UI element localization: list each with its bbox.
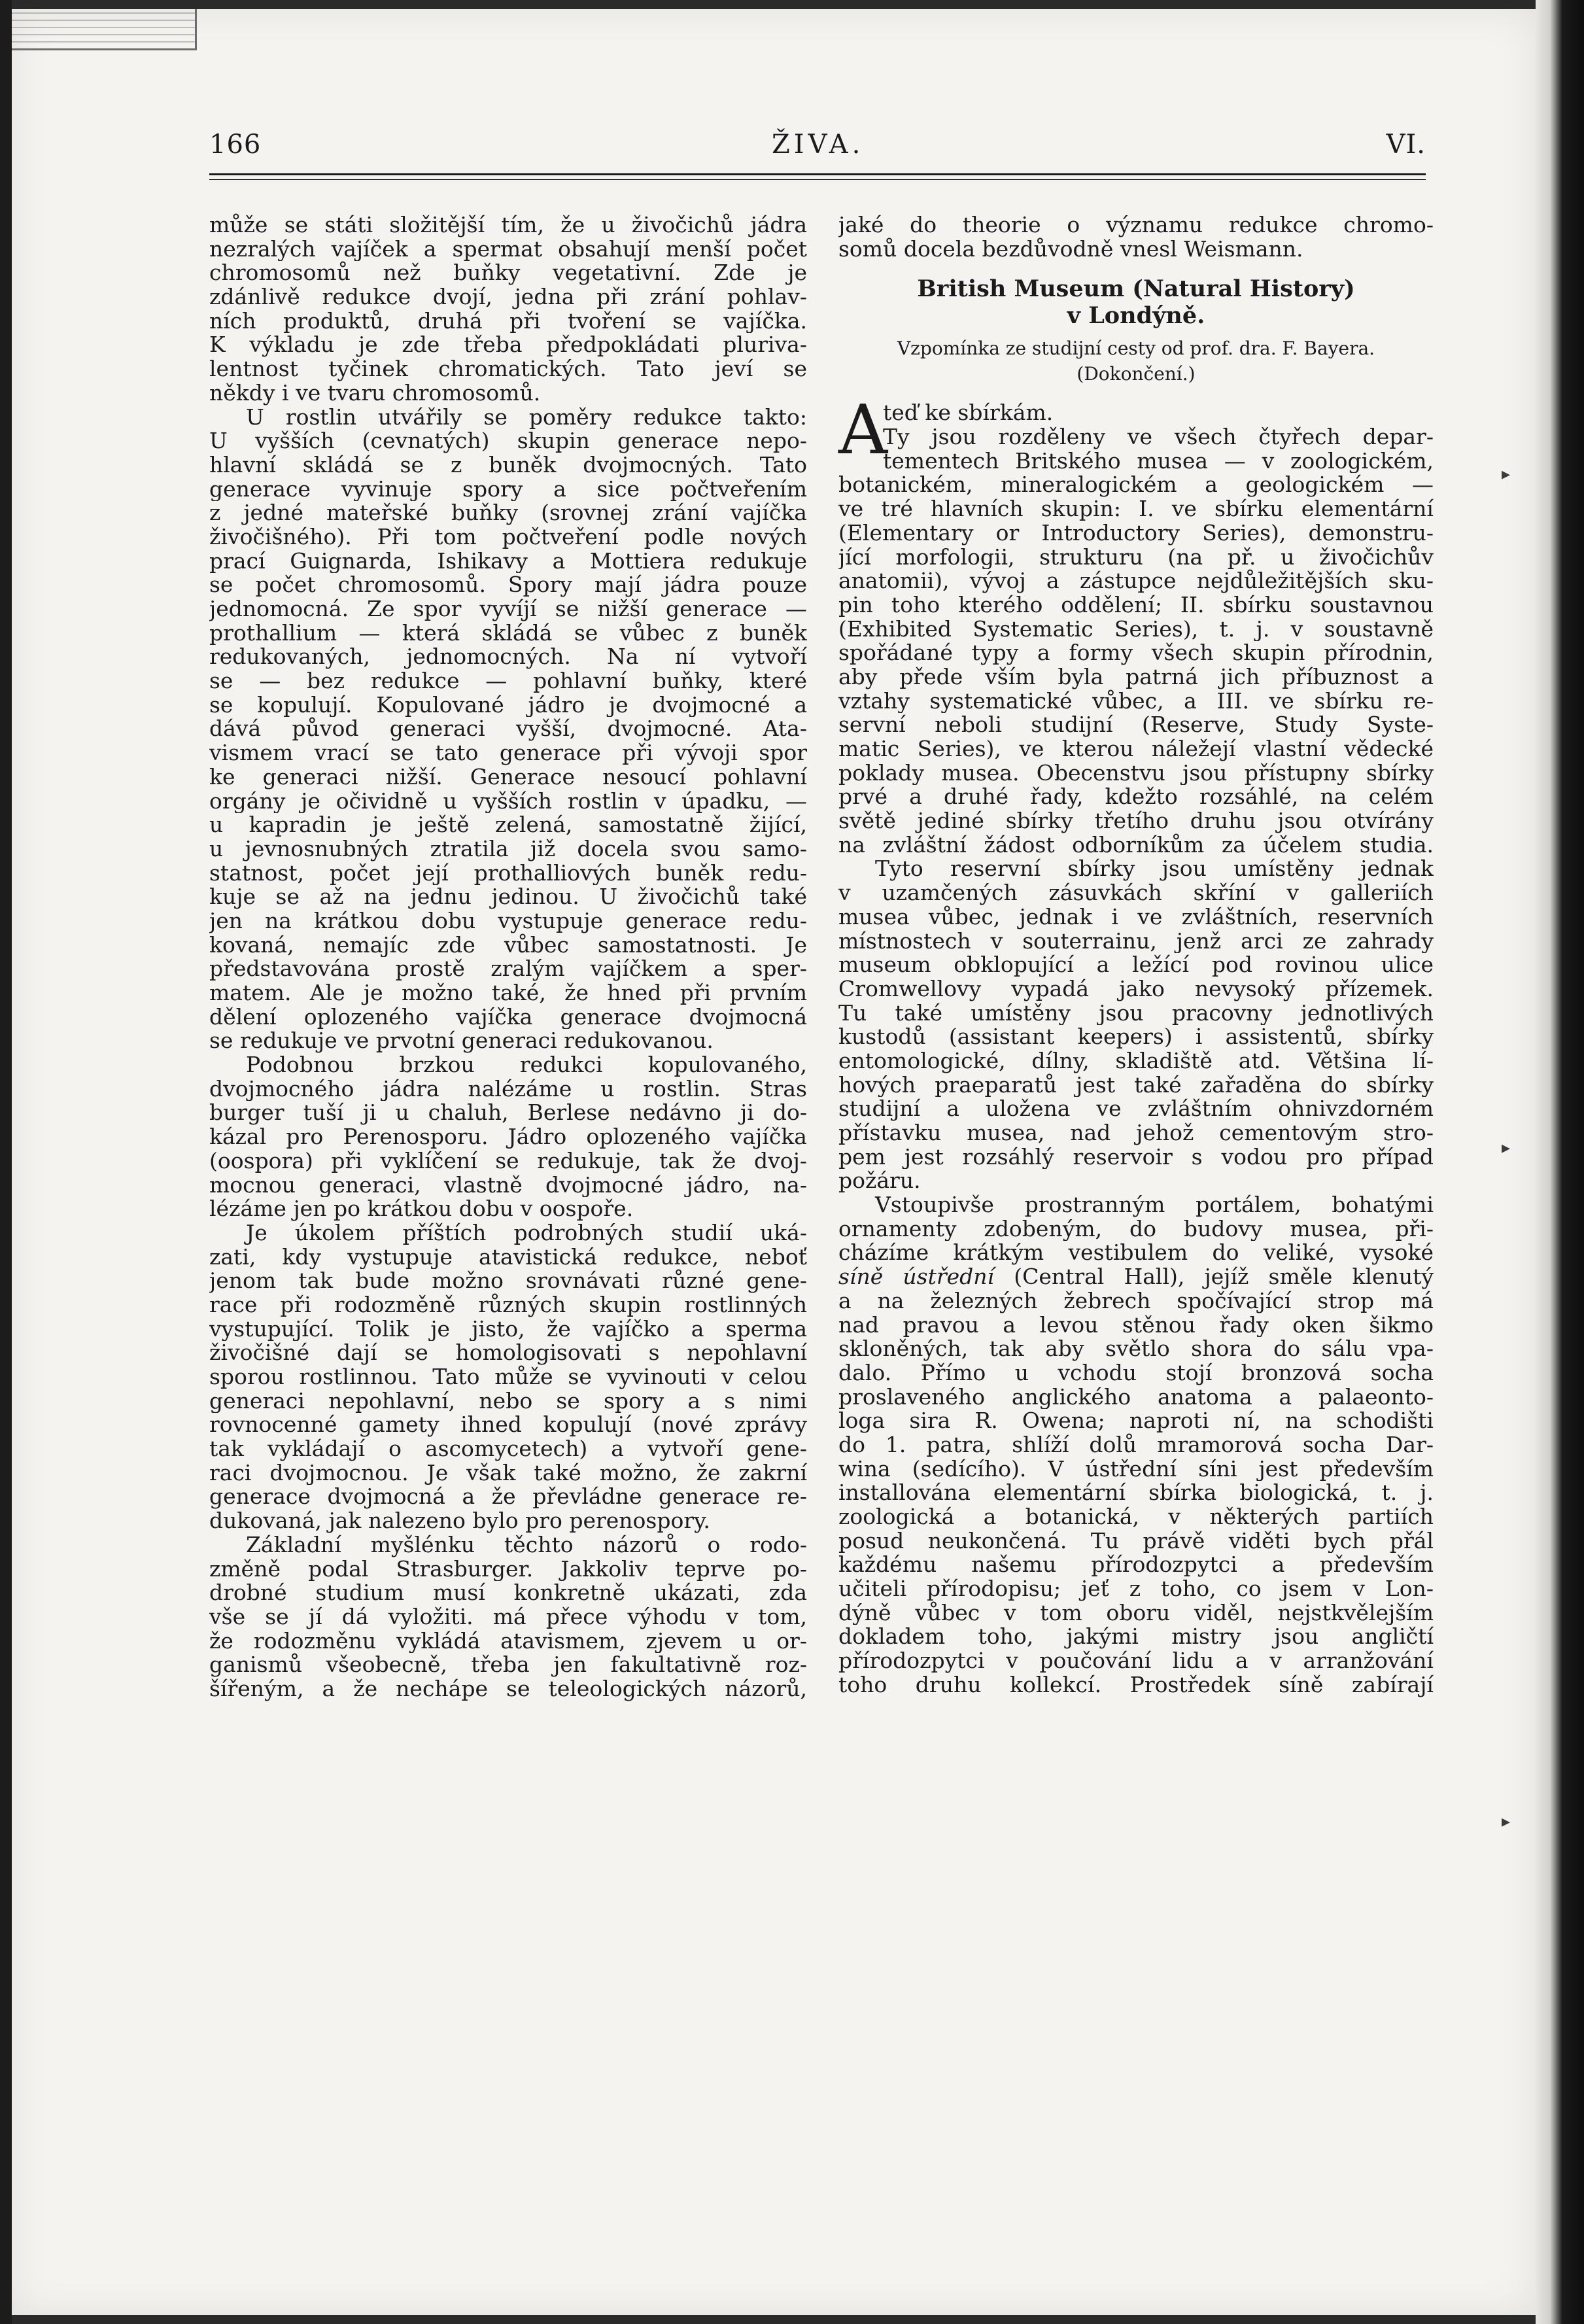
text-line: živočišné dají se homologisovati s nepohlavní xyxy=(209,1341,807,1365)
text-line: sporou rostlinnou. Tato může se vyvinouti v celou xyxy=(209,1365,807,1389)
text-line: K výkladu je zde třeba předpokládati pluriva- xyxy=(209,333,807,358)
text-line: dukovaná, jak nalezeno bylo pro perenospory. xyxy=(209,1509,710,1533)
text-line: burger tuší ji u chaluh, Berlese nedávno ji do- xyxy=(209,1101,807,1126)
text-line: Tyto reservní sbírky jsou umístěny jednak xyxy=(875,857,1434,882)
text-line: změně podal Strasburger. Jakkoliv teprve po- xyxy=(209,1557,807,1582)
text-line: jednomocná. Ze spor vyvíjí se nižší generace — xyxy=(209,597,807,621)
text-line: (oospora) při vyklíčení se redukuje, tak že dvoj- xyxy=(209,1149,807,1173)
text-line: statnost, počet její prothalliových buněk redu- xyxy=(209,861,807,886)
text-line: servní neboli studijní (Reserve, Study Syste- xyxy=(838,713,1434,737)
text-line: (Elementary or Introductory Series), demonstru- xyxy=(838,521,1434,546)
text-line: studijní a uložena ve zvláštním ohnivzdorném xyxy=(838,1097,1434,1121)
text-line: nad pravou a levou stěnou řady oken šikmo xyxy=(838,1313,1434,1338)
text-line: lentnost tyčinek chromatických. Tato jeví se xyxy=(209,357,807,381)
text-line: rovnocenné gamety ihned kopulují (nové zprávy xyxy=(209,1413,807,1438)
text-line: zoologická a botanická, v některých partiích xyxy=(838,1505,1434,1529)
volume-number: VI. xyxy=(1386,130,1426,160)
text-line: somů docela bezdůvodně vnesl Weismann. xyxy=(838,237,1303,262)
text-line: představována prostě zralým vajíčkem a sper- xyxy=(209,957,807,981)
text-line: dýně vůbec v tom oboru viděl, nejstkvělejším xyxy=(838,1601,1434,1625)
text-line: přírodozpytci v poučování lidu a v arranžování xyxy=(838,1649,1434,1673)
text-line: dává původ generaci vyšší, dvojmocné. Ata- xyxy=(209,717,807,742)
text-line: matem. Ale je možno také, že hned při prvním xyxy=(209,981,807,1005)
text-line: se — bez redukce — pohlavní buňky, které xyxy=(209,669,807,693)
text-line: a na železných žebrech spočívající strop má xyxy=(838,1289,1434,1313)
text-line: kovaná, nemajíc zde vůbec samostatnosti. Je xyxy=(209,933,807,958)
text-line: tak vykládají o ascomycetech) a vytvoří gene- xyxy=(209,1437,807,1461)
text-line: proslaveného anglického anatoma a palaeonto- xyxy=(838,1385,1434,1410)
text-line: kustodů (assistant keepers) i assistentů, sbírky xyxy=(838,1025,1434,1049)
text-line: nezralých vajíček a spermat obsahují menší počet xyxy=(209,237,807,262)
text-line: se počet chromosomů. Spory mají jádra pouze xyxy=(209,573,807,597)
text-line: botanickém, mineralogickém a geologickém — xyxy=(838,473,1434,498)
text-line: na zvláštní žádost odborníkům za účelem studia. xyxy=(838,833,1434,858)
text-line: dvojmocného jádra nalézáme u rostlin. Stras xyxy=(209,1077,807,1101)
text-line: hlavní skládá se z buněk dvojmocných. Tato xyxy=(209,453,807,477)
text-line: Podobnou brzkou redukci kopulovaného, xyxy=(246,1053,807,1077)
margin-mark: ▸ xyxy=(1502,464,1511,484)
text-line: ornamenty zdobeným, do budovy musea, při- xyxy=(838,1217,1434,1241)
text-line: lézáme jen po krátkou dobu v oospoře. xyxy=(209,1197,634,1221)
text-line: Ty jsou rozděleny ve všech čtyřech depar- xyxy=(883,425,1434,449)
text-line: místnostech v souterrainu, jenž arci ze zahrady xyxy=(838,929,1434,954)
text-line: tementech Britského musea — v zoologickém, xyxy=(883,449,1434,474)
text-line: installována elementární sbírka biologická, t. j. xyxy=(838,1481,1434,1505)
text-line: prothallium — která skládá se vůbec z buněk xyxy=(209,621,807,646)
text-line: poklady musea. Obecenstvu jsou přístupny sbírky xyxy=(838,761,1434,786)
archival-tape-mark xyxy=(12,9,197,50)
text-line: jenom tak bude možno srovnávati různé gene- xyxy=(209,1269,807,1293)
text-line: (Exhibited Systematic Series), t. j. v soustavně xyxy=(838,617,1434,642)
text-line: raci dvojmocnou. Je však také možno, že zakrní xyxy=(209,1461,807,1485)
text-line: teď ke sbírkám. xyxy=(883,401,1054,426)
text-line: se redukuje ve prvotní generaci redukovanou. xyxy=(209,1029,714,1054)
text-line: živočišného). Při tom počtveření podle nových xyxy=(209,525,807,549)
text-line: pin toho kterého oddělení; II. sbírku soustavnou xyxy=(838,593,1434,617)
header-rule-thick xyxy=(209,173,1426,175)
text-line: přístavku musea, nad jehož cementovým stro- xyxy=(838,1121,1434,1145)
right-column xyxy=(838,213,1434,1697)
text-line: prvé a druhé řady, kdežto rozsáhlé, na celém xyxy=(838,785,1434,810)
text-line: v uzamčených zásuvkách skříní v galleriích xyxy=(838,881,1434,905)
text-line: u jevnosnubných ztratila již docela svou samo- xyxy=(209,837,807,861)
text-line: generace vyvinuje spory a sice počtveřením xyxy=(209,477,807,502)
text-line: skloněných, tak aby světlo shora do sálu vpa- xyxy=(838,1337,1434,1361)
text-line: síně ústřední (Central Hall), jejíž směle klenutý xyxy=(838,1265,1434,1289)
text-line: orgány je očividně u vyšších rostlin v úpadku, — xyxy=(209,789,807,814)
text-line: generaci nepohlavní, nebo se spory a s nimi xyxy=(209,1389,807,1413)
left-binding-edge xyxy=(0,0,12,2324)
text-line: dalo. Přímo u vchodu stojí bronzová socha xyxy=(838,1361,1434,1385)
dropcap-letter: A xyxy=(838,390,888,470)
text-line: anatomii), vývoj a zástupce nejdůležitějších sku- xyxy=(838,569,1434,593)
text-line: dokladem toho, jakými mistry jsou angličtí xyxy=(838,1625,1434,1650)
text-line: matic Series), ve kterou náležejí vlastní vědecké xyxy=(838,737,1434,761)
text-line: dělení oplozeného vajíčka generace dvojmocná xyxy=(209,1005,807,1030)
text-line: jící morfologii, strukturu (na př. u živočichův xyxy=(838,545,1434,570)
text-line: Vstoupivše prostranným portálem, bohatými xyxy=(875,1193,1434,1217)
text-line: pem jest rozsáhlý reservoir s vodou pro případ xyxy=(838,1145,1434,1170)
article-title-line-1: British Museum (Natural History) xyxy=(917,275,1355,303)
text-line: světě jediné sbírky třetího druhu jsou otvírány xyxy=(838,809,1434,833)
text-line: hových praeparatů jest také zařaděna do sbírky xyxy=(838,1073,1434,1098)
text-line: Je úkolem příštích podrobných studií uká- xyxy=(246,1221,807,1245)
text-line: loga sira R. Owena; naproti ní, na schodišti xyxy=(838,1409,1434,1433)
text-line: redukovaných, jednomocných. Na ní vytvoří xyxy=(209,645,807,670)
text-line: U rostlin utvářily se poměry redukce takto: xyxy=(246,405,807,430)
right-intro-paragraph xyxy=(838,213,1434,261)
text-line: race při rodozměně různých skupin rostlinných xyxy=(209,1292,807,1317)
text-line: vše se jí dá vyložiti. má přece výhodu v tom, xyxy=(209,1604,807,1629)
text-line: spořádané typy a formy všech skupin přírodnin, xyxy=(838,641,1434,665)
text-line: kázal pro Perenosporu. Jádro oplozeného vajíčka xyxy=(209,1125,807,1149)
text-line: zdánlivě redukce dvojí, jedna při zrání pohlav- xyxy=(209,285,807,309)
page-number: 166 xyxy=(209,130,262,160)
text-line: jen na krátkou dobu vystupuje generace redu- xyxy=(209,909,807,933)
text-line: šířeným, a že nechápe se teleologických názorů, xyxy=(209,1676,807,1701)
text-line: zati, kdy vystupuje atavistická redukce, neboť xyxy=(209,1245,807,1270)
text-line: cházíme krátkým vestibulem do veliké, vysoké xyxy=(838,1241,1434,1266)
text-line: vztahy systematické vůbec, a III. ve sbírku re- xyxy=(838,689,1434,714)
journal-title: ŽIVA. xyxy=(772,130,865,160)
text-line: požáru. xyxy=(838,1169,921,1194)
header-rule-thin xyxy=(209,179,1426,180)
margin-mark: ▸ xyxy=(1502,1812,1511,1831)
text-line: ních produktů, druhá při tvoření se vajíčka. xyxy=(209,309,807,334)
article-title-line-2: v Londýně. xyxy=(1067,302,1205,330)
text-line: mocnou generaci, vlastně dvojmocné jádro, na- xyxy=(209,1173,807,1198)
text-line: ganismů všeobecně, třeba jen fakultativně roz- xyxy=(209,1653,807,1677)
margin-mark: ▸ xyxy=(1502,1138,1511,1158)
text-line: u kapradin je ještě zelená, samostatně žijící, xyxy=(209,813,807,837)
text-line: entomologické, dílny, skladiště atd. Většina lí- xyxy=(838,1049,1434,1073)
text-line: ke generaci nižší. Generace nesoucí pohlavní xyxy=(209,765,807,789)
text-line: že rodozměnu vykládá atavismem, zjevem u or- xyxy=(209,1629,807,1654)
text-line: může se státi složitější tím, že u živočichů jádra xyxy=(209,213,807,237)
text-line: Základní myšlénku těchto názorů o rodo- xyxy=(246,1533,807,1557)
text-line: U vyšších (cevnatých) skupin generace nepo- xyxy=(209,429,807,453)
text-line: do 1. patra, shlíží dolů mramorová socha Dar- xyxy=(838,1432,1434,1457)
text-line: ve tré hlavních skupin: I. ve sbírku elementární xyxy=(838,497,1434,521)
right-binding-edge xyxy=(1536,0,1584,2324)
text-line: kuje se až na jednu jedinou. U živočichů také xyxy=(209,885,807,909)
right-body-text xyxy=(838,449,1434,1697)
text-line: chromosomů než buňky vegetativní. Zde je xyxy=(209,261,807,286)
text-line: wina (sedícího). V ústřední síni jest především xyxy=(838,1457,1434,1482)
text-line: generace dvojmocná a že převládne generace re- xyxy=(209,1485,807,1510)
article-byline: Vzpomínka ze studijní cesty od prof. dra. F. Bayera. xyxy=(897,338,1375,360)
text-line: Tu také umístěny jsou pracovny jednotlivých xyxy=(838,1001,1434,1026)
text-line: drobné studium musí konkretně ukázati, zda xyxy=(209,1581,807,1605)
article-continuation-note: (Dokončení.) xyxy=(1076,363,1196,385)
text-line: někdy i ve tvaru chromosomů. xyxy=(209,381,541,406)
running-header xyxy=(209,130,1426,169)
text-line: musea vůbec, jednak i ve zvláštních, reservních xyxy=(838,905,1434,929)
text-line: se kopulují. Kopulované jádro je dvojmocné a xyxy=(209,693,807,718)
text-line: jaké do theorie o významu redukce chromo- xyxy=(838,213,1434,237)
text-line: prací Guignarda, Ishikavy a Mottiera redukuje xyxy=(209,549,807,574)
text-line: posud neukončená. Tu právě viděti bych přál xyxy=(838,1529,1434,1553)
text-line: každému našemu přírodozpytci a především xyxy=(838,1553,1434,1578)
text-line: toho druhu kollekcí. Prostředek síně zabírají xyxy=(838,1673,1434,1697)
text-line: vystupující. Tolik je jisto, že vajíčko a sperma xyxy=(209,1317,807,1342)
text-line: vismem vrací se tato generace při vývoji spor xyxy=(209,741,807,765)
text-line: učiteli přírodopisu; jeť z toho, co jsem v Lon- xyxy=(838,1577,1434,1601)
left-column xyxy=(209,213,807,1701)
text-line: aby přede vším byla patrná jich příbuznost a xyxy=(838,665,1434,689)
text-line: Cromwellovy vypadá jako nevysoký přízemek. xyxy=(838,977,1434,1001)
text-line: museum obklopující a ležící pod rovinou ulice xyxy=(838,953,1434,977)
text-line: z jedné mateřské buňky (srovnej zrání vajíčka xyxy=(209,501,807,525)
